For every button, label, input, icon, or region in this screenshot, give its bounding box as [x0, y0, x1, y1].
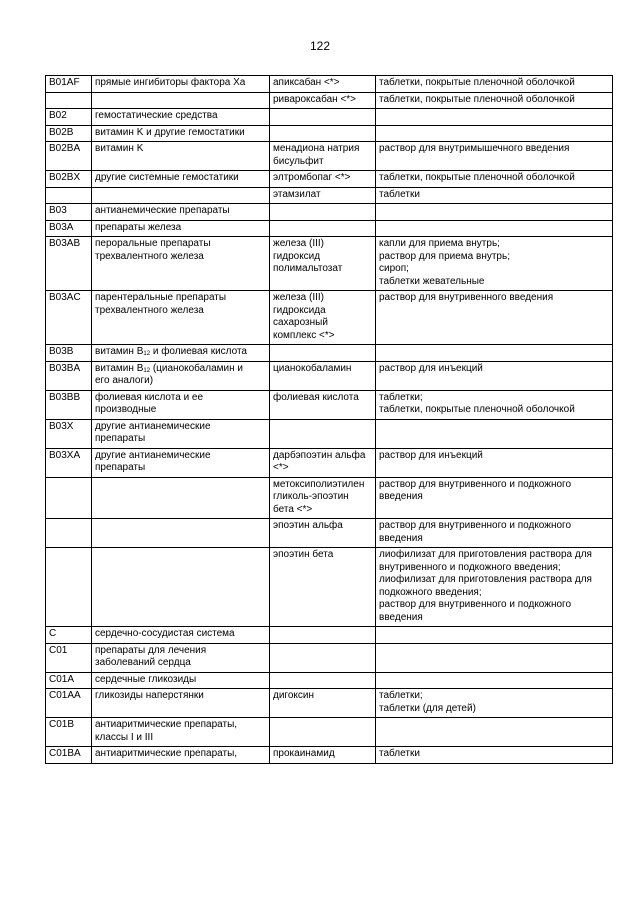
dosage-form-cell: таблетки; таблетки (для детей): [376, 689, 613, 718]
table-row: [46, 448, 613, 477]
drug-name-cell: железа (III) гидроксид полимальтозат: [270, 237, 376, 291]
atc-code-cell: B02BA: [46, 142, 92, 171]
drug-name-cell: эпоэтин бета: [270, 548, 376, 627]
atc-code-cell: B02B: [46, 125, 92, 142]
group-name-cell: другие антианемические препараты: [92, 448, 270, 477]
atc-code-cell: B03A: [46, 220, 92, 237]
group-name-cell: гемостатические средства: [92, 109, 270, 126]
dosage-form-cell: раствор для внутривенного и подкожного введения: [376, 477, 613, 519]
drug-name-cell: прокаинамид: [270, 747, 376, 764]
table-row: [46, 171, 613, 188]
dosage-form-cell: [376, 220, 613, 237]
atc-code-cell: C01BA: [46, 747, 92, 764]
drug-name-cell: [270, 627, 376, 644]
dosage-form-cell: [376, 419, 613, 448]
dosage-form-cell: [376, 204, 613, 221]
group-name-cell: [92, 519, 270, 548]
atc-code-cell: B01AF: [46, 76, 92, 93]
group-name-cell: антиаритмические препараты,: [92, 747, 270, 764]
dosage-form-cell: раствор для инъекций: [376, 448, 613, 477]
dosage-form-cell: [376, 345, 613, 362]
table-row: [46, 672, 613, 689]
dosage-form-cell: раствор для инъекций: [376, 361, 613, 390]
drug-name-cell: эпоэтин альфа: [270, 519, 376, 548]
table-row: [46, 519, 613, 548]
drug-name-cell: дигоксин: [270, 689, 376, 718]
group-name-cell: антианемические препараты: [92, 204, 270, 221]
dosage-form-cell: лиофилизат для приготовления раствора для внутривенного и подкожного введения; лиофилизат для приготовления раствора для подкожного введения; раствор для внутривенного и подкожного введения: [376, 548, 613, 627]
dosage-form-cell: раствор для внутривенного и подкожного введения: [376, 519, 613, 548]
table-row: [46, 643, 613, 672]
table-row: [46, 109, 613, 126]
table-row: [46, 747, 613, 764]
drug-name-cell: фолиевая кислота: [270, 390, 376, 419]
group-name-cell: витамин $B_{12}$ (цианокобаламин и его аналоги): [92, 361, 270, 390]
drug-name-cell: [270, 718, 376, 747]
atc-code-cell: C: [46, 627, 92, 644]
drug-name-cell: элтромбопаг <*>: [270, 171, 376, 188]
table-row: [46, 142, 613, 171]
table-row: [46, 204, 613, 221]
drug-name-cell: цианокобаламин: [270, 361, 376, 390]
drug-name-cell: железа (III) гидроксида сахарозный комплекс <*>: [270, 291, 376, 345]
dosage-form-cell: [376, 672, 613, 689]
atc-code-cell: C01AA: [46, 689, 92, 718]
drug-name-cell: [270, 125, 376, 142]
table-row: [46, 390, 613, 419]
drug-name-cell: дарбэпоэтин альфа <*>: [270, 448, 376, 477]
drug-name-cell: апиксабан <*>: [270, 76, 376, 93]
dosage-form-cell: [376, 109, 613, 126]
table-row: [46, 477, 613, 519]
table-row: [46, 187, 613, 204]
drug-classification-table: [45, 75, 613, 764]
group-name-cell: другие системные гемостатики: [92, 171, 270, 188]
atc-code-cell: [46, 187, 92, 204]
atc-code-cell: B03B: [46, 345, 92, 362]
group-name-cell: другие антианемические препараты: [92, 419, 270, 448]
dosage-form-cell: [376, 627, 613, 644]
atc-code-cell: B02: [46, 109, 92, 126]
dosage-form-cell: таблетки; таблетки, покрытые пленочной оболочкой: [376, 390, 613, 419]
dosage-form-cell: таблетки: [376, 747, 613, 764]
atc-code-cell: B03AC: [46, 291, 92, 345]
group-name-cell: сердечно-сосудистая система: [92, 627, 270, 644]
drug-name-cell: [270, 204, 376, 221]
group-name-cell: препараты для лечения заболеваний сердца: [92, 643, 270, 672]
dosage-form-cell: раствор для внутривенного введения: [376, 291, 613, 345]
drug-name-cell: [270, 643, 376, 672]
atc-code-cell: B03AB: [46, 237, 92, 291]
atc-code-cell: B03BA: [46, 361, 92, 390]
group-name-cell: [92, 92, 270, 109]
dosage-form-cell: таблетки, покрытые пленочной оболочкой: [376, 171, 613, 188]
group-name-cell: прямые ингибиторы фактора Xa: [92, 76, 270, 93]
group-name-cell: витамин K и другие гемостатики: [92, 125, 270, 142]
atc-code-cell: B03X: [46, 419, 92, 448]
table-row: [46, 548, 613, 627]
drug-name-cell: этамзилат: [270, 187, 376, 204]
atc-code-cell: C01B: [46, 718, 92, 747]
group-name-cell: [92, 477, 270, 519]
table-row: [46, 92, 613, 109]
dosage-form-cell: таблетки, покрытые пленочной оболочкой: [376, 92, 613, 109]
table-body: [46, 76, 613, 764]
table-row: [46, 345, 613, 362]
group-name-cell: парентеральные препараты трехвалентного железа: [92, 291, 270, 345]
dosage-form-cell: капли для приема внутрь; раствор для приема внутрь; сироп; таблетки жевательные: [376, 237, 613, 291]
atc-code-cell: [46, 519, 92, 548]
drug-name-cell: менадиона натрия бисульфит: [270, 142, 376, 171]
drug-name-cell: [270, 109, 376, 126]
dosage-form-cell: раствор для внутримышечного введения: [376, 142, 613, 171]
drug-name-cell: [270, 419, 376, 448]
drug-name-cell: [270, 345, 376, 362]
table-row: [46, 419, 613, 448]
group-name-cell: витамин $B_{12}$ и фолиевая кислота: [92, 345, 270, 362]
table-row: [46, 627, 613, 644]
group-name-cell: витамин K: [92, 142, 270, 171]
group-name-cell: [92, 548, 270, 627]
table-row: [46, 125, 613, 142]
table-row: [46, 237, 613, 291]
group-name-cell: антиаритмические препараты, классы I и III: [92, 718, 270, 747]
table-row: [46, 361, 613, 390]
atc-code-cell: [46, 477, 92, 519]
group-name-cell: гликозиды наперстянки: [92, 689, 270, 718]
group-name-cell: фолиевая кислота и ее производные: [92, 390, 270, 419]
atc-code-cell: [46, 548, 92, 627]
atc-code-cell: B03BB: [46, 390, 92, 419]
drug-name-cell: [270, 220, 376, 237]
dosage-form-cell: таблетки, покрытые пленочной оболочкой: [376, 76, 613, 93]
atc-code-cell: B02BX: [46, 171, 92, 188]
table-row: [46, 718, 613, 747]
drug-name-cell: ривароксабан <*>: [270, 92, 376, 109]
dosage-form-cell: [376, 125, 613, 142]
dosage-form-cell: таблетки: [376, 187, 613, 204]
page-number: 122: [309, 39, 331, 53]
table-row: [46, 689, 613, 718]
drug-name-cell: метоксиполиэтилен гликоль-эпоэтин бета <*>: [270, 477, 376, 519]
group-name-cell: [92, 187, 270, 204]
atc-code-cell: [46, 92, 92, 109]
table-row: [46, 220, 613, 237]
dosage-form-cell: [376, 718, 613, 747]
group-name-cell: пероральные препараты трехвалентного железа: [92, 237, 270, 291]
table-row: [46, 291, 613, 345]
group-name-cell: сердечные гликозиды: [92, 672, 270, 689]
atc-code-cell: B03XA: [46, 448, 92, 477]
atc-code-cell: C01A: [46, 672, 92, 689]
dosage-form-cell: [376, 643, 613, 672]
atc-code-cell: B03: [46, 204, 92, 221]
drug-name-cell: [270, 672, 376, 689]
atc-code-cell: C01: [46, 643, 92, 672]
group-name-cell: препараты железа: [92, 220, 270, 237]
table-row: [46, 76, 613, 93]
